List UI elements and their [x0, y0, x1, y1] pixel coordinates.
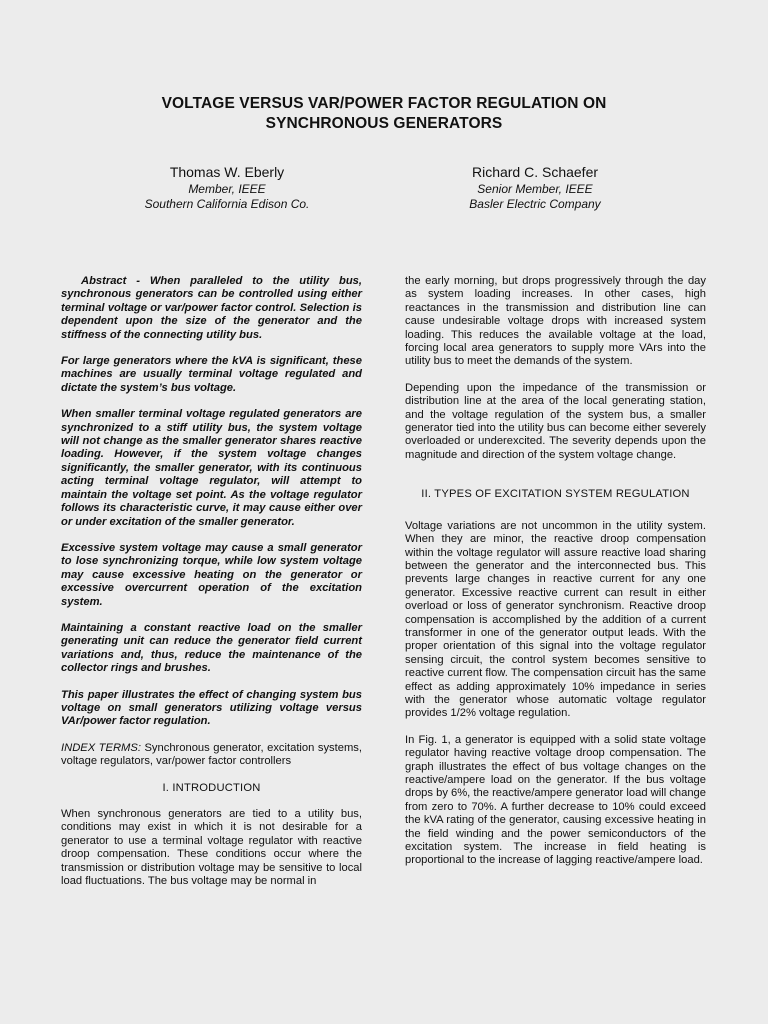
abstract-paragraph: Abstract - When paralleled to the utility bus, synchronous generators can be controlled using either terminal voltage or var/power factor control. Selection is dependent upon the size of the generator and the stiffness of the connecting utility bus.: [61, 275, 362, 341]
body-paragraph: Depending upon the impedance of the transmission or distribution line at the area of the local generating station, and the voltage regulation of the system bus, a smaller generator tied into the utility bus can become either severely overloaded or underexcited. The severity depends upon the magnitude and direction of the system voltage change.: [405, 381, 706, 461]
paper-title: [0, 94, 768, 134]
body-paragraph: Voltage variations are not uncommon in the utility system. When they are minor, the reactive droop compensation within the voltage regulator will assure reactive load sharing between the generator and the interconnected bus. This prevents large changes in reactive current for any one generator. Excessive reactive current can result in either overload or loss of generator synchronism. Reactive droop compensation is accomplished by the addition of a current transformer in one of the generator output leads. With the proper orientation of this signal into the voltage regulator sensing circuit, the control system becomes sensitive to reactive current flow. The compensation circuit has the same effect as adding approximately 10% impedance in series with the generator whose automatic voltage regulator provides 1/2% voltage regulation.: [405, 519, 706, 720]
right-column: [405, 275, 706, 881]
abstract-paragraph: This paper illustrates the effect of changing system bus voltage on small generators utilizing voltage versus VAr/power factor regulation.: [61, 688, 362, 728]
left-column: [61, 275, 362, 901]
author-block-eberly: [77, 162, 377, 211]
author-affiliation: Basler Electric Company: [469, 196, 601, 211]
index-terms-label: INDEX TERMS:: [61, 741, 141, 754]
abstract-paragraph: Excessive system voltage may cause a small generator to lose synchronizing torque, while low system voltage may cause excessive heating on the generator or excessive overcurrent operation of the excitation system.: [61, 541, 362, 608]
abstract-paragraph: For large generators where the kVA is significant, these machines are usually terminal voltage regulated and dictate the system’s bus voltage.: [61, 355, 362, 394]
title-line-2: SYNCHRONOUS GENERATORS: [265, 115, 503, 132]
index-terms: [61, 742, 362, 769]
author-role: Senior Member, IEEE: [477, 182, 593, 196]
author-affiliation: Southern California Edison Co.: [144, 196, 310, 211]
index-terms-text: Synchronous generator, excitation systems, voltage regulators, var/power factor controllers: [61, 741, 362, 768]
section-heading-excitation-regulation: II. TYPES OF EXCITATION SYSTEM REGULATION: [421, 488, 690, 501]
author-role: Member, IEEE: [188, 182, 266, 196]
author-name: Richard C. Schaefer: [471, 164, 599, 180]
abstract-paragraph: Maintaining a constant reactive load on the smaller generating unit can reduce the generator field current variations and, thus, reduce the maintenance of the collector rings and brushes.: [61, 621, 362, 675]
abstract-paragraph: When smaller terminal voltage regulated generators are synchronized to a stiff utility bus, the system voltage will not change as the smaller generator shares reactive loading. However, if the system voltage changes significantly, the smaller generator, with its continuous acting terminal voltage regulator, will attempt to maintain the voltage set point. As the voltage regulator follows its characteristic curve, it may cause either over or under excitation of the smaller generator.: [61, 408, 362, 528]
section-heading-introduction: I. INTRODUCTION: [162, 781, 261, 794]
author-block-schaefer: [385, 162, 685, 211]
body-paragraph: the early morning, but drops progressively through the day as system loading increases. In other cases, high reactances in the transmission and distribution line can cause undesirable voltage drops with increased system loading. This reduces the available voltage at the load, forcing local area generators to supply more VArs into the utility bus to meet the demands of the system.: [405, 275, 706, 368]
author-name: Thomas W. Eberly: [169, 164, 285, 180]
body-paragraph: In Fig. 1, a generator is equipped with a solid state voltage regulator having reactive voltage droop compensation. The graph illustrates the effect of bus voltage changes on the reactive/ampere load on the generator. If the bus voltage drops by 6%, the reactive/ampere generator load will change from zero to 70%. A further decrease to 10% could exceed the kVA rating of the generator, causing excessive heating in the field winding and the power semiconductors of the excitation system. The increase in field heating is proportional to the increase of lagging reactive/ampere load.: [405, 733, 706, 867]
body-paragraph: When synchronous generators are tied to a utility bus, conditions may exist in which it is not desirable for a generator to use a terminal voltage regulator with reactive droop compensation. These conditions occur where the transmission or distribution voltage may be sensitive to local load fluctuations. The bus voltage may be normal in: [61, 808, 362, 888]
title-line-1: VOLTAGE VERSUS VAR/POWER FACTOR REGULATION ON: [161, 95, 607, 112]
